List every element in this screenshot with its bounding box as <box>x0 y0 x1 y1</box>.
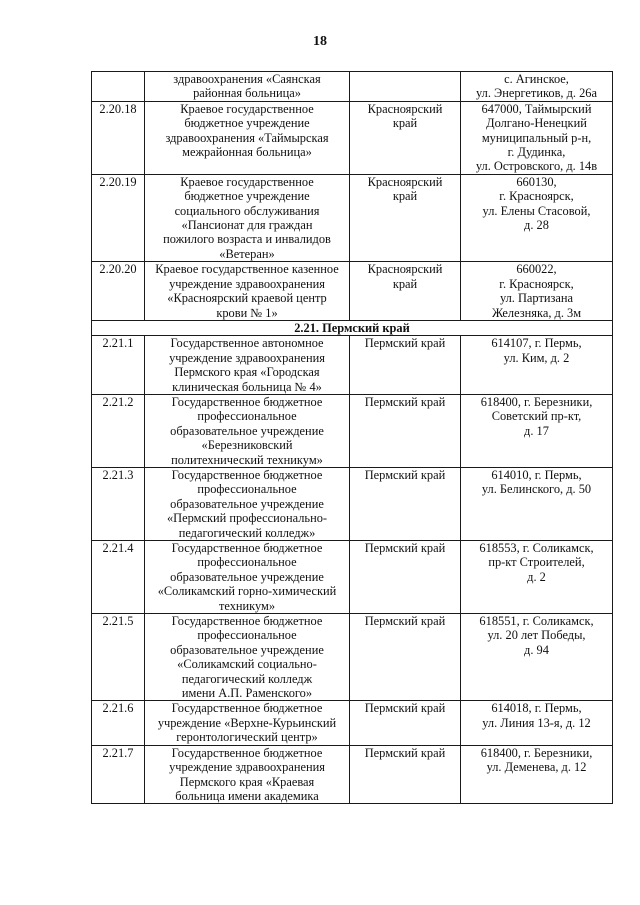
institution-name-line: Государственное бюджетное <box>171 467 323 482</box>
row-number: 2.21.5 <box>92 614 145 701</box>
region-name-line: край <box>392 116 418 131</box>
institution-address <box>461 701 613 745</box>
institution-address <box>461 262 613 321</box>
institution-name <box>145 394 350 467</box>
institution-name-line: Государственное бюджетное <box>171 701 323 716</box>
institution-name-line: геронтологический центр» <box>176 730 318 745</box>
institution-name-line: социального обслуживания <box>174 203 320 218</box>
institution-name-line: образовательное учреждение <box>170 496 324 511</box>
institution-address <box>461 614 613 701</box>
region-name-line: Красноярский <box>367 101 443 116</box>
row-number: 2.21.7 <box>92 745 145 804</box>
institution-address-line: 660130, <box>516 174 557 189</box>
institution-name-line: учреждение здравоохранения <box>169 276 325 291</box>
institution-name <box>145 262 350 321</box>
row-number: 2.20.19 <box>92 174 145 261</box>
table-row <box>92 262 613 321</box>
institution-name-line: «Соликамский горно-химический <box>157 584 337 599</box>
institution-name-line: здравоохранения «Таймырская <box>165 130 329 145</box>
institution-name-line: «Красноярский краевой центр <box>167 291 327 306</box>
page-number: 18 <box>313 34 327 49</box>
institution-name-line: Краевое государственное <box>180 174 314 189</box>
institution-name-line: Государственное бюджетное <box>171 394 323 409</box>
region-name <box>350 174 461 261</box>
table-row <box>92 614 613 701</box>
institution-address <box>461 541 613 614</box>
institution-name-line: образовательное учреждение <box>170 423 324 438</box>
institution-name-line: учреждение «Верхне-Курьинский <box>157 715 337 730</box>
institution-address-line: пр-кт Строителей, <box>488 555 585 570</box>
region-name <box>350 336 461 395</box>
institution-name-line: бюджетное учреждение <box>184 116 310 131</box>
row-number: 2.20.18 <box>92 101 145 174</box>
institution-name-line: районная больница» <box>193 86 301 101</box>
region-name <box>350 541 461 614</box>
institution-name-line: учреждение здравоохранения <box>169 350 325 365</box>
region-name-line: Пермский край <box>364 467 446 482</box>
institution-address-line: ул. Елены Стасовой, <box>482 203 591 218</box>
institution-address-line: 618400, г. Березники, <box>480 745 593 760</box>
institution-address-line: 618551, г. Соликамск, <box>479 614 594 629</box>
institution-name-line: профессиональное <box>197 482 297 497</box>
institution-name-line: профессиональное <box>197 628 297 643</box>
institution-address-line: муниципальный р-н, <box>481 130 592 145</box>
institution-name-line: педагогический колледж <box>181 671 313 686</box>
institution-name-line: пожилого возраста и инвалидов <box>163 232 331 247</box>
institution-address-line: д. 94 <box>524 642 549 657</box>
table-row <box>92 72 613 102</box>
institution-name-line: «Пансионат для граждан <box>181 218 313 233</box>
institution-name-line: крови № 1» <box>216 305 278 320</box>
region-name-line: Пермский край <box>364 336 446 351</box>
institution-name-line: образовательное учреждение <box>170 569 324 584</box>
institution-name <box>145 541 350 614</box>
institution-address-line: Железняка, д. 3м <box>491 305 582 320</box>
institution-name <box>145 336 350 395</box>
region-name-line: край <box>392 189 418 204</box>
institution-name <box>145 701 350 745</box>
institution-address-line: 660022, <box>516 262 557 277</box>
table-row <box>92 394 613 467</box>
institution-name-line: Государственное автономное <box>170 336 324 351</box>
institution-name-line: Государственное бюджетное <box>171 614 323 629</box>
region-name-line: Красноярский <box>367 262 443 277</box>
institution-name-line: Краевое государственное <box>180 101 314 116</box>
institution-name-line: «Березниковский <box>201 438 293 453</box>
institution-address-line: ул. Энергетиков, д. 26а <box>475 86 598 101</box>
institution-address-line: г. Красноярск, <box>499 276 574 291</box>
institutions-table <box>91 71 613 804</box>
institution-address-line: ул. Партизана <box>499 291 574 306</box>
institution-name <box>145 467 350 540</box>
institution-name <box>145 101 350 174</box>
region-name-line: Пермский край <box>364 745 446 760</box>
institution-address-line: ул. Ким, д. 2 <box>503 350 570 365</box>
region-name <box>350 745 461 804</box>
institution-address-line: 647000, Таймырский <box>481 101 592 116</box>
institution-address-line: 614010, г. Пермь, <box>491 467 582 482</box>
institution-name-line: политехнический техникум» <box>171 452 323 467</box>
institution-address <box>461 467 613 540</box>
region-name <box>350 101 461 174</box>
institution-address-line: д. 17 <box>524 423 549 438</box>
table-row <box>92 467 613 540</box>
institution-address-line: ул. Островского, д. 14в <box>475 159 598 174</box>
institution-address-line: г. Дудинка, <box>507 145 566 160</box>
institution-address-line: ул. Деменева, д. 12 <box>486 760 587 775</box>
institution-address-line: Долгано-Ненецкий <box>486 116 587 131</box>
table-row <box>92 336 613 395</box>
row-number: 2.20.20 <box>92 262 145 321</box>
region-name <box>350 614 461 701</box>
region-name <box>350 72 461 102</box>
institution-name-line: больница имени академика <box>175 788 319 803</box>
institution-address-line: Советский пр-кт, <box>491 409 582 424</box>
region-name-line: край <box>392 276 418 291</box>
section-title: 2.21. Пермский край <box>92 320 613 335</box>
institution-name-line: педагогический колледж» <box>178 525 316 540</box>
institution-address-line: 614107, г. Пермь, <box>491 336 582 351</box>
table-row <box>92 101 613 174</box>
institution-name-line: Пермского края «Краевая <box>179 774 315 789</box>
institution-address-line: ул. Белинского, д. 50 <box>481 482 592 497</box>
institution-name-line: «Пермский профессионально- <box>166 511 328 526</box>
institution-name-line: бюджетное учреждение <box>184 189 310 204</box>
institution-address <box>461 72 613 102</box>
region-name-line: Пермский край <box>364 701 446 716</box>
table-row <box>92 745 613 804</box>
institution-address-line: ул. Линия 13-я, д. 12 <box>482 715 591 730</box>
row-number: 2.21.4 <box>92 541 145 614</box>
institution-name-line: техникум» <box>218 598 276 613</box>
institution-name-line: Пермского края «Городская <box>174 365 320 380</box>
institution-address <box>461 745 613 804</box>
region-name-line: Красноярский <box>367 174 443 189</box>
institution-name-line: Краевое государственное казенное <box>155 262 339 277</box>
institution-name-line: профессиональное <box>197 555 297 570</box>
region-name <box>350 467 461 540</box>
institution-name <box>145 174 350 261</box>
institution-address <box>461 174 613 261</box>
region-name <box>350 394 461 467</box>
institution-name-line: Государственное бюджетное <box>171 745 323 760</box>
institution-name-line: Государственное бюджетное <box>171 541 323 555</box>
institution-address-line: 618400, г. Березники, <box>480 394 593 409</box>
institution-name <box>145 72 350 102</box>
table-row <box>92 174 613 261</box>
region-name <box>350 262 461 321</box>
institution-name-line: «Соликамский социально- <box>177 657 317 672</box>
institution-address-line: 614018, г. Пермь, <box>491 701 582 716</box>
region-name <box>350 701 461 745</box>
region-name-line: Пермский край <box>364 541 446 555</box>
institution-address-line: д. 2 <box>527 569 546 584</box>
institution-name-line: межрайонная больница» <box>182 145 312 160</box>
row-number: 2.21.1 <box>92 336 145 395</box>
row-number: 2.21.6 <box>92 701 145 745</box>
institution-name-line: клиническая больница № 4» <box>172 379 322 394</box>
region-name-line: Пермский край <box>364 394 446 409</box>
institution-name-line: образовательное учреждение <box>170 642 324 657</box>
table-row <box>92 541 613 614</box>
institution-name <box>145 614 350 701</box>
institution-address-line: с. Агинское, <box>504 72 569 86</box>
row-number: 2.21.2 <box>92 394 145 467</box>
institution-address <box>461 101 613 174</box>
institution-name-line: «Ветеран» <box>219 246 275 261</box>
institution-address <box>461 336 613 395</box>
table-row <box>92 701 613 745</box>
institution-address <box>461 394 613 467</box>
institution-address-line: г. Красноярск, <box>499 189 574 204</box>
row-number: 2.21.3 <box>92 467 145 540</box>
row-number <box>92 72 145 102</box>
institution-name-line: здравоохранения «Саянская <box>173 72 321 86</box>
institutions-table-body <box>92 72 613 804</box>
institution-address-line: 618553, г. Соликамск, <box>479 541 594 555</box>
institution-name <box>145 745 350 804</box>
institution-name-line: имени А.П. Раменского» <box>181 686 313 701</box>
institution-address-line: д. 28 <box>524 218 549 233</box>
section-row <box>92 320 613 335</box>
institution-address-line: ул. 20 лет Победы, <box>487 628 586 643</box>
institution-name-line: профессиональное <box>197 409 297 424</box>
institution-name-line: учреждение здравоохранения <box>169 760 325 775</box>
region-name-line: Пермский край <box>364 614 446 629</box>
